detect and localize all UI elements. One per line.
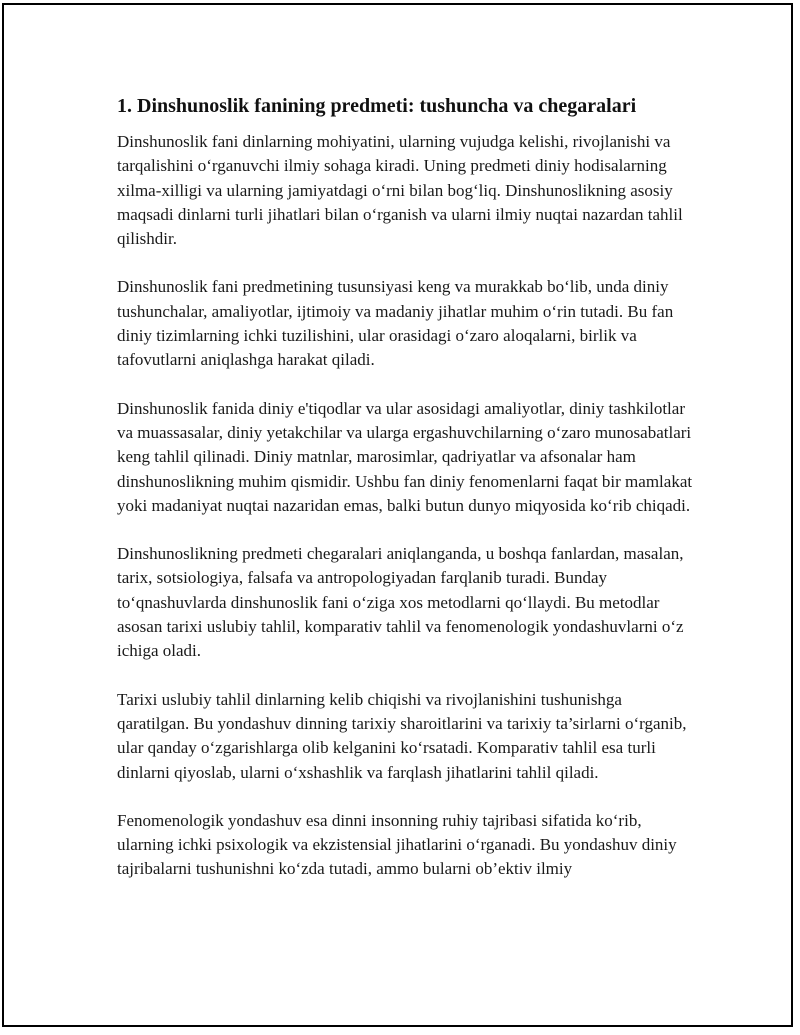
paragraph-2: Dinshunoslik fani predmetining tusunsiyasi keng va murakkab bo‘lib, unda diniy tushunchalar, amaliyotlar, ijtimoiy va madaniy jihatlar muhim o‘rin tutadi. Bu fan diniy tizimlarning ichki tuzilishini, ular orasidagi o‘zaro aloqalarni, birlik va tafovutlarni aniqlashga harakat qiladi.	[117, 277, 674, 370]
paragraph-3: Dinshunoslik fanida diniy e'tiqodlar va ular asosidagi amaliyotlar, diniy tashkilotlar va muassasalar, diniy yetakchilar va ularga ergashuvchilarning o‘zaro munosabatlari keng tahlil qilinadi. Diniy matnlar, marosimlar, qadriyatlar va afsonalar ham dinshunoslikning muhim qismidir. Ushbu fan diniy fenomenlarni faqat bir mamlakat yoki madaniyat nuqtai nazaridan emas, balki butun dunyo miqyosida ko‘rib chiqadi.	[117, 398, 693, 515]
paragraph-6: Fenomenologik yondashuv esa dinni insonning ruhiy tajribasi sifatida ko‘rib, ularning ichki psixologik va ekzistensial jihatlarini o‘rganadi. Bu yondashuv diniy tajribalarni tushunishni ko‘zda tutadi, ammo bularni ob’ektiv ilmiy	[117, 810, 677, 879]
document-body	[117, 92, 697, 906]
paragraph-1: Dinshunoslik fani dinlarning mohiyatini, ularning vujudga kelishi, rivojlanishi va tarqalishini o‘rganuvchi ilmiy sohaga kiradi. Uning predmeti diniy hodisalarning xilma-xilligi va ularning jamiyatdagi o‘rni bilan bog‘liq. Dinshunoslikning asosiy maqsadi dinlarni turli jihatlari bilan o‘rganish va ularni ilmiy nuqtai nazardan tahlil qilishdir.	[117, 132, 683, 249]
section-heading: 1. Dinshunoslik fanining predmeti: tushuncha va chegaralari	[117, 95, 637, 117]
paragraph-5: Tarixi uslubiy tahlil dinlarning kelib chiqishi va rivojlanishini tushunishga qaratilgan. Bu yondashuv dinning tarixiy sharoitlarini va tarixiy ta’sirlarni o‘rganib, ular qanday o‘zgarishlarga olib kelganini ko‘rsatadi. Komparativ tahlil esa turli dinlarni qiyoslab, ularni o‘xshashlik va farqlash jihatlarini tahlil qiladi.	[117, 689, 687, 782]
paragraph-4: Dinshunoslikning predmeti chegaralari aniqlanganda, u boshqa fanlardan, masalan, tarix, sotsiologiya, falsafa va antropologiyadan farqlanib turadi. Bunday to‘qnashuvlarda dinshunoslik fani o‘ziga xos metodlarni qo‘llaydi. Bu metodlar asosan tarixi uslubiy tahlil, komparativ tahlil va fenomenologik yondashuvlarni o‘z ichiga oladi.	[117, 544, 684, 661]
